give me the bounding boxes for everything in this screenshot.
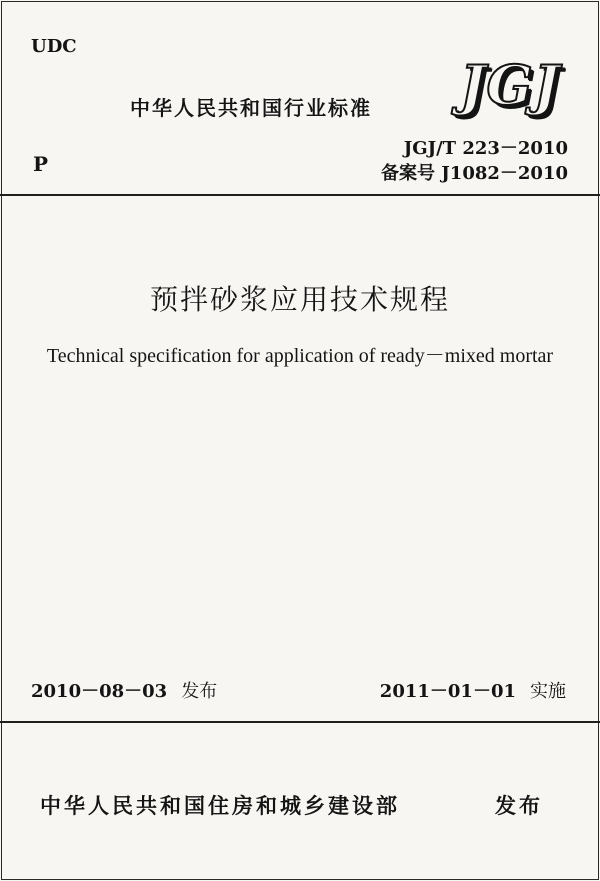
footer-divider — [0, 721, 600, 723]
record-number-value: J1082－2010 — [441, 163, 568, 184]
record-number-label: 备案号 — [381, 163, 435, 184]
issuer-label: 发布 — [495, 794, 543, 818]
effective-date-line — [380, 677, 566, 703]
header-divider — [0, 194, 600, 196]
classification-code: P — [33, 152, 49, 176]
issue-date: 2010－08－03 — [31, 681, 168, 702]
cover-border — [1, 1, 599, 880]
issue-date-line — [31, 677, 217, 703]
udc-code: UDC — [31, 36, 77, 57]
effective-date: 2011－01－01 — [379, 681, 516, 702]
record-number — [381, 159, 568, 185]
effective-label: 实施 — [530, 681, 566, 702]
jgj-logo: JGJ — [460, 53, 561, 117]
issuer-name: 中华人民共和国住房和城乡建设部 — [40, 794, 400, 818]
standard-number: JGJ/T 223－2010 — [403, 138, 568, 159]
industry-standard-heading: 中华人民共和国行业标准 — [130, 96, 372, 120]
title-english: Technical specification for application of ready－mixed mortar — [46, 345, 554, 367]
issue-label: 发布 — [181, 681, 218, 702]
title-chinese: 预拌砂浆应用技术规程 — [149, 283, 450, 316]
